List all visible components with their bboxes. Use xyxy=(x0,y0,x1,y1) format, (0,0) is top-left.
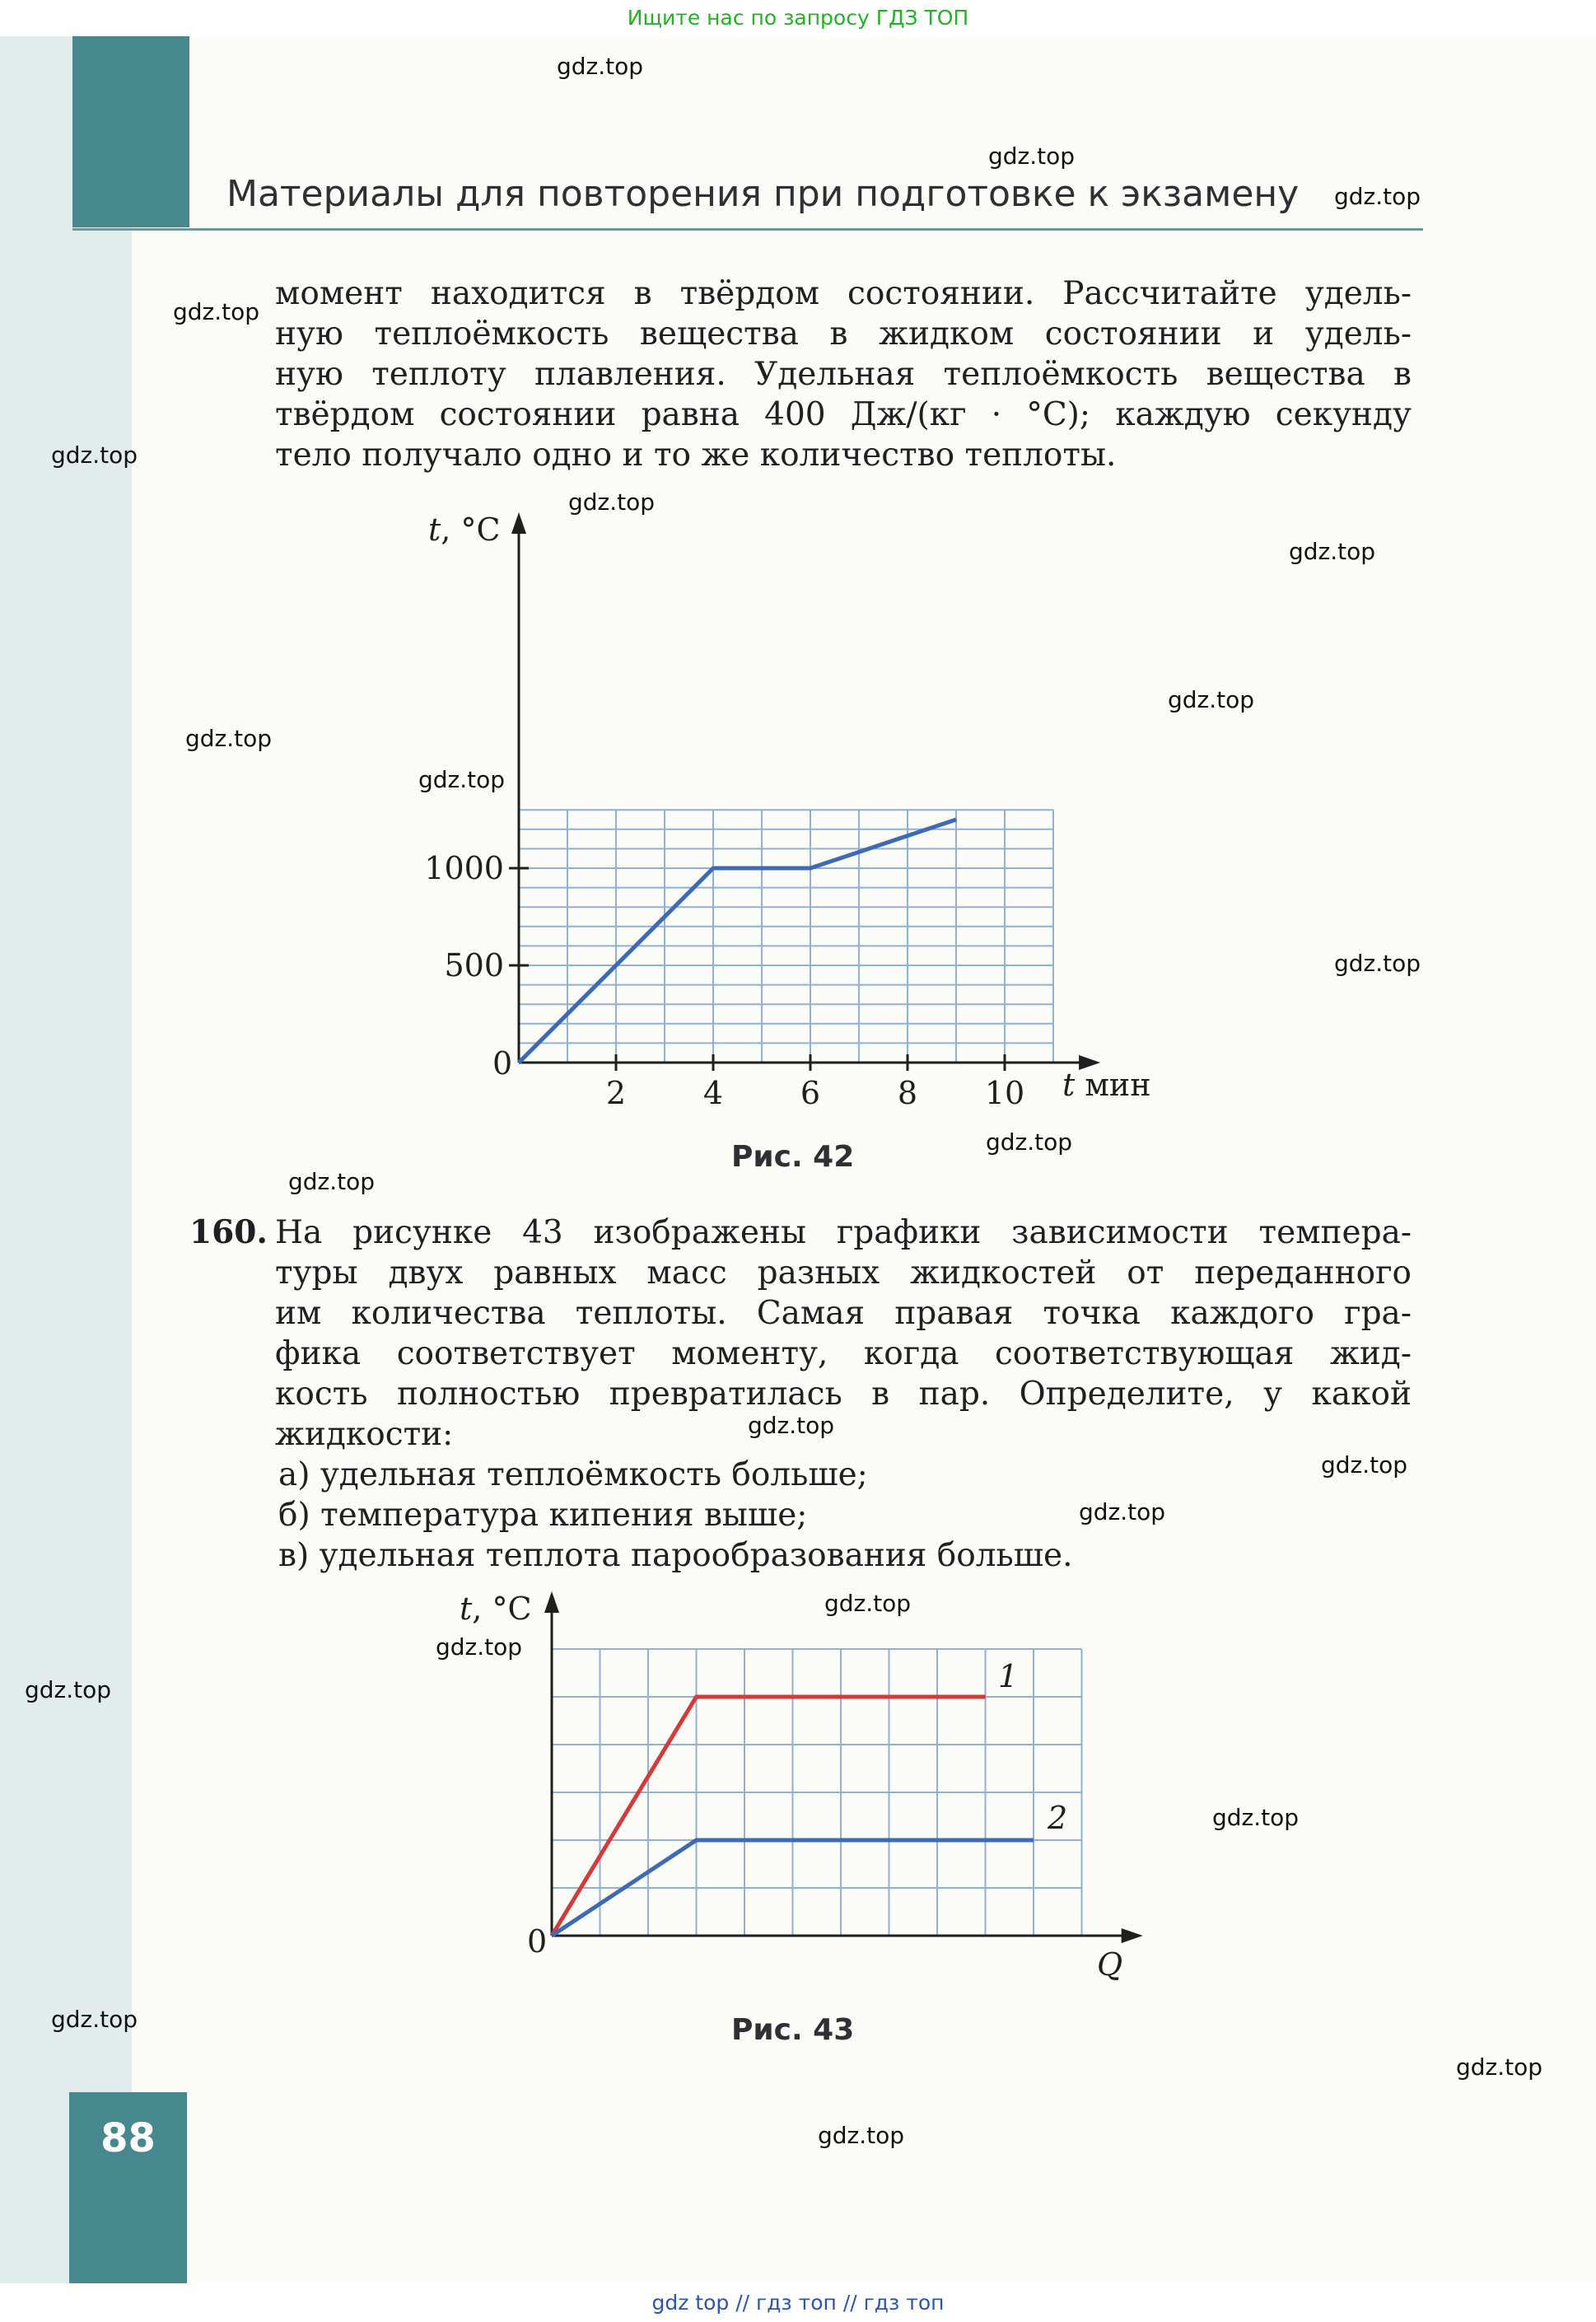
figure-43-caption: Рис. 43 xyxy=(731,2013,855,2047)
text-line: твёрдом состоянии равна 400 Дж/(кг · °С); каждую секунду xyxy=(275,396,1412,433)
watermark: gdz.top xyxy=(988,142,1076,170)
x-tick-label: 6 xyxy=(800,1075,821,1111)
text-line: туры двух равных масс разных жидкостей от переданного xyxy=(275,1254,1412,1292)
y-axis-label: t, °С xyxy=(428,512,501,548)
watermark: gdz.top xyxy=(1456,2053,1543,2081)
watermark: gdz.top xyxy=(568,488,656,516)
y-axis-arrow xyxy=(544,1591,559,1613)
series-1-line xyxy=(552,1697,986,1936)
bottom-banner[interactable]: gdz top // гдз топ // гдз топ xyxy=(0,2283,1596,2322)
side-strip xyxy=(0,36,132,2283)
answer-b: б) температура кипения выше; xyxy=(278,1497,808,1534)
watermark: gdz.top xyxy=(1334,183,1421,210)
answer-c: в) удельная теплота парообразования больше. xyxy=(278,1537,1073,1574)
watermark: gdz.top xyxy=(25,1676,112,1703)
header-color-block xyxy=(72,36,189,227)
watermark: gdz.top xyxy=(1334,950,1421,977)
chart-axes xyxy=(544,1591,1143,1943)
y-tick-label: 500 xyxy=(444,947,504,983)
origin-label: 0 xyxy=(527,1923,548,1960)
x-axis-label: Q xyxy=(1097,1946,1123,1983)
series-1-label: 1 xyxy=(998,1658,1019,1694)
watermark: gdz.top xyxy=(418,766,506,793)
watermark: gdz.top xyxy=(986,1128,1073,1156)
text-line: ную теплоту плавления. Удельная теплоёмкость вещества в xyxy=(275,356,1412,393)
x-axis-arrow xyxy=(1122,1928,1143,1943)
top-banner[interactable]: Ищите нас по запросу ГДЗ ТОП xyxy=(0,0,1596,36)
watermark: gdz.top xyxy=(1168,686,1255,713)
y-tick-label: 1000 xyxy=(424,850,504,886)
watermark: gdz.top xyxy=(1079,1498,1166,1525)
figure-43-chart xyxy=(445,1581,1169,2010)
watermark: gdz.top xyxy=(748,1412,835,1439)
chart-grid xyxy=(519,810,1053,1063)
page-header-title: Материалы для повторения при подготовке к экзамену xyxy=(226,173,1300,215)
x-tick-label: 8 xyxy=(897,1075,918,1111)
watermark: gdz.top xyxy=(1321,1451,1408,1479)
problem-160 xyxy=(189,1212,1412,1576)
chart-axes xyxy=(511,512,1100,1070)
text-line: На рисунке 43 изображены графики зависимости темпера- xyxy=(275,1214,1412,1251)
watermark: gdz.top xyxy=(173,298,260,325)
y-axis-label: t, °С xyxy=(460,1591,532,1627)
text-line: тело получало одно и то же количество теплоты. xyxy=(275,437,1117,474)
x-tick-label: 4 xyxy=(702,1075,724,1111)
watermark: gdz.top xyxy=(1289,538,1376,565)
figure-42-caption: Рис. 42 xyxy=(731,1140,855,1174)
x-tick-label: 2 xyxy=(605,1075,627,1111)
temperature-line xyxy=(519,820,956,1063)
watermark: gdz.top xyxy=(557,53,644,80)
answer-a: а) удельная теплоёмкость больше; xyxy=(278,1456,868,1493)
text-line: жидкости: xyxy=(275,1416,454,1453)
x-axis-label: t мин xyxy=(1062,1067,1151,1103)
watermark: gdz.top xyxy=(51,442,138,469)
text-line: фика соответствует моменту, когда соответствующая жид- xyxy=(275,1335,1412,1372)
watermark: gdz.top xyxy=(185,725,273,752)
text-line: кость полностью превратилась в пар. Определите, у какой xyxy=(275,1376,1412,1413)
text-line: им количества теплоты. Самая правая точка каждого гра- xyxy=(275,1295,1412,1332)
figure-42-chart xyxy=(395,494,1186,1137)
chart-series xyxy=(519,820,956,1063)
text-line: ную теплоёмкость вещества в жидком состоянии и удель- xyxy=(275,315,1412,353)
y-axis-arrow xyxy=(511,512,526,534)
origin-label: 0 xyxy=(492,1045,513,1082)
watermark: gdz.top xyxy=(51,2006,138,2033)
chart-ticks xyxy=(424,850,1024,1111)
page-number: 88 xyxy=(100,2115,156,2161)
watermark: gdz.top xyxy=(818,2122,905,2149)
header-rule xyxy=(72,228,1423,231)
prev-problem-text xyxy=(275,273,1412,475)
series-2-label: 2 xyxy=(1048,1800,1068,1836)
watermark: gdz.top xyxy=(436,1633,523,1661)
text-line: момент находится в твёрдом состоянии. Рассчитайте удель- xyxy=(275,275,1412,312)
watermark: gdz.top xyxy=(1212,1804,1300,1831)
x-tick-label: 10 xyxy=(984,1075,1025,1111)
watermark: gdz.top xyxy=(824,1590,912,1617)
problem-number: 160. xyxy=(189,1213,268,1251)
watermark: gdz.top xyxy=(288,1168,376,1195)
